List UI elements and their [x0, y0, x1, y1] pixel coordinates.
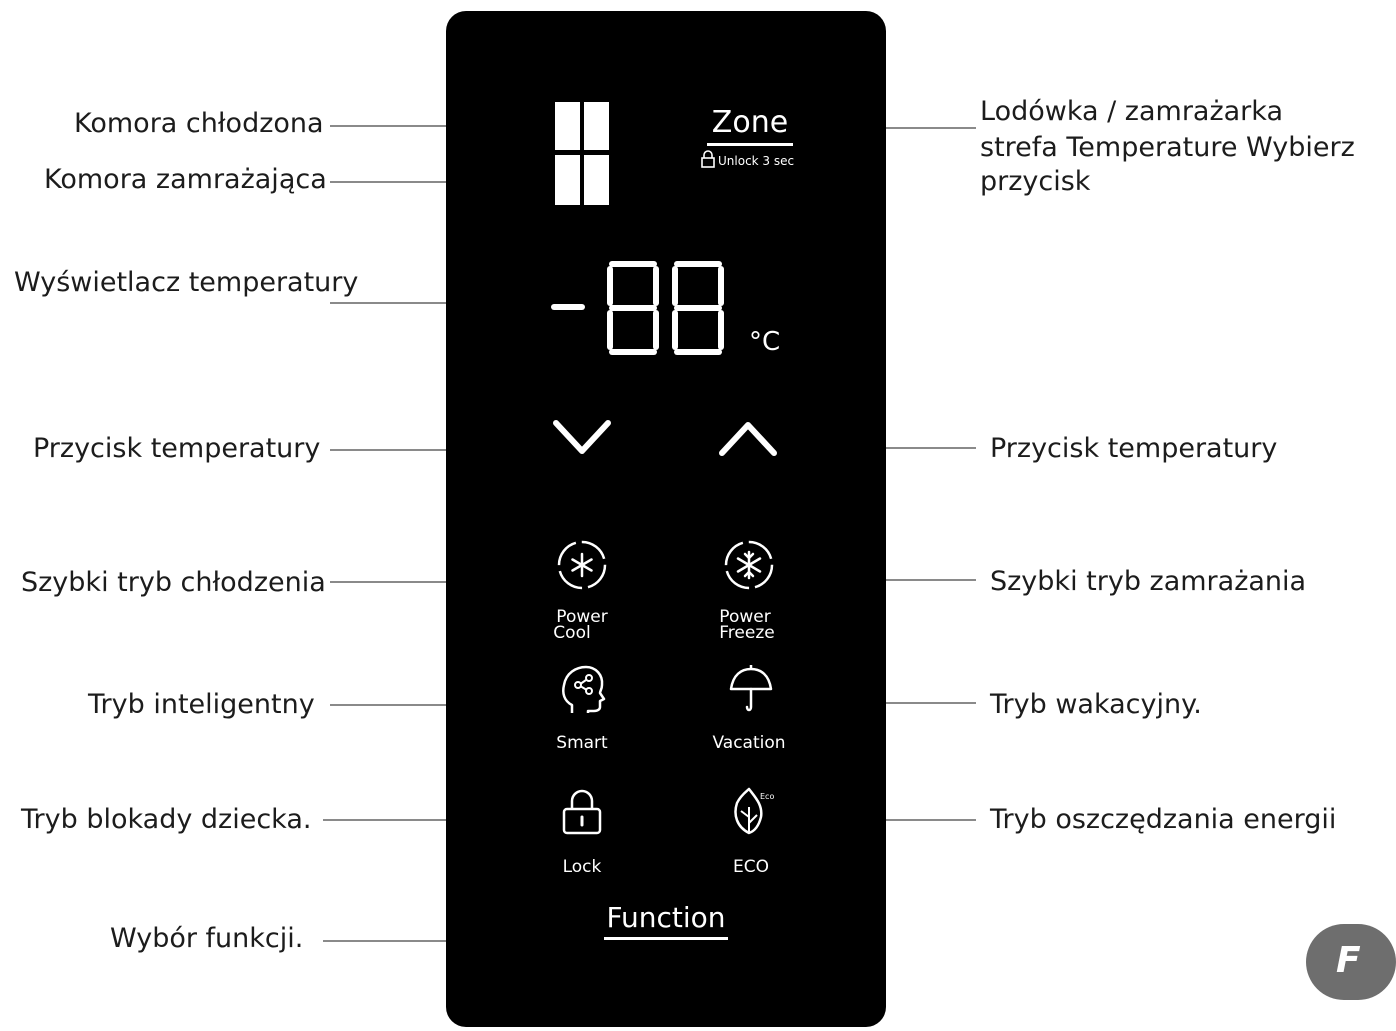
label-temp-display: Wyświetlacz temperatury — [14, 267, 359, 298]
zone-button[interactable] — [703, 105, 797, 146]
label-temp-button-right: Przycisk temperatury — [990, 433, 1278, 464]
label-zone-line1: Lodówka / zamrażarka — [980, 96, 1283, 127]
leaf-eco-icon — [727, 787, 777, 837]
padlock-icon — [559, 787, 605, 837]
label-vacation-mode: Tryb wakacyjny. — [990, 689, 1202, 720]
zone-underline — [707, 143, 793, 146]
vacation-label: Vacation — [712, 733, 786, 753]
label-eco-mode: Tryb oszczędzania energii — [990, 804, 1337, 835]
label-fridge-compartment: Komora chłodzona — [74, 108, 324, 139]
label-power-cool: Szybki tryb chłodzenia — [21, 567, 326, 598]
eco-button[interactable] — [699, 787, 799, 877]
head-share-icon — [556, 663, 608, 717]
label-function-select: Wybór funkcji. — [110, 923, 304, 954]
eco-label: ECO — [733, 857, 769, 877]
power-cool-button[interactable] — [532, 539, 632, 643]
snowflake-circle-icon — [556, 539, 608, 591]
zone-label: Zone — [711, 105, 789, 140]
lock-button[interactable] — [532, 787, 632, 877]
label-child-lock: Tryb blokady dziecka. — [21, 804, 312, 835]
corner-badge-letter: F — [1336, 940, 1361, 981]
label-zone-line2: strefa Temperature Wybierz — [980, 132, 1355, 163]
lock-label: Lock — [562, 857, 602, 877]
fridge-layout-icon — [553, 100, 613, 210]
function-button[interactable] — [598, 901, 734, 940]
control-panel — [446, 11, 886, 1027]
smart-button[interactable] — [532, 663, 632, 753]
eco-icon-text: Eco — [760, 792, 775, 801]
power-cool-label-2: Cool — [553, 623, 591, 643]
label-smart-mode: Tryb inteligentny — [88, 689, 315, 720]
corner-badge — [1306, 924, 1396, 1000]
label-temp-button-left: Przycisk temperatury — [33, 433, 321, 464]
power-freeze-label-2: Freeze — [719, 623, 775, 643]
unlock-hint: Unlock 3 sec — [718, 154, 795, 168]
umbrella-icon — [727, 663, 775, 715]
temperature-unit: °C — [749, 327, 781, 357]
power-cool-label-1: Power — [556, 607, 608, 627]
lock-small-icon — [700, 150, 716, 168]
label-zone-line3: przycisk — [980, 166, 1091, 197]
chevron-down-icon[interactable] — [550, 413, 614, 459]
label-power-freeze: Szybki tryb zamrażania — [990, 566, 1307, 597]
power-freeze-label-1: Power — [719, 607, 771, 627]
power-freeze-button[interactable] — [699, 539, 799, 643]
smart-label: Smart — [556, 733, 608, 753]
function-underline — [604, 937, 728, 940]
chevron-up-icon[interactable] — [716, 415, 780, 461]
label-freezer-compartment: Komora zamrażająca — [44, 164, 327, 195]
snowflake-dense-circle-icon — [723, 539, 775, 591]
vacation-button[interactable] — [699, 663, 799, 753]
function-label: Function — [606, 901, 726, 934]
